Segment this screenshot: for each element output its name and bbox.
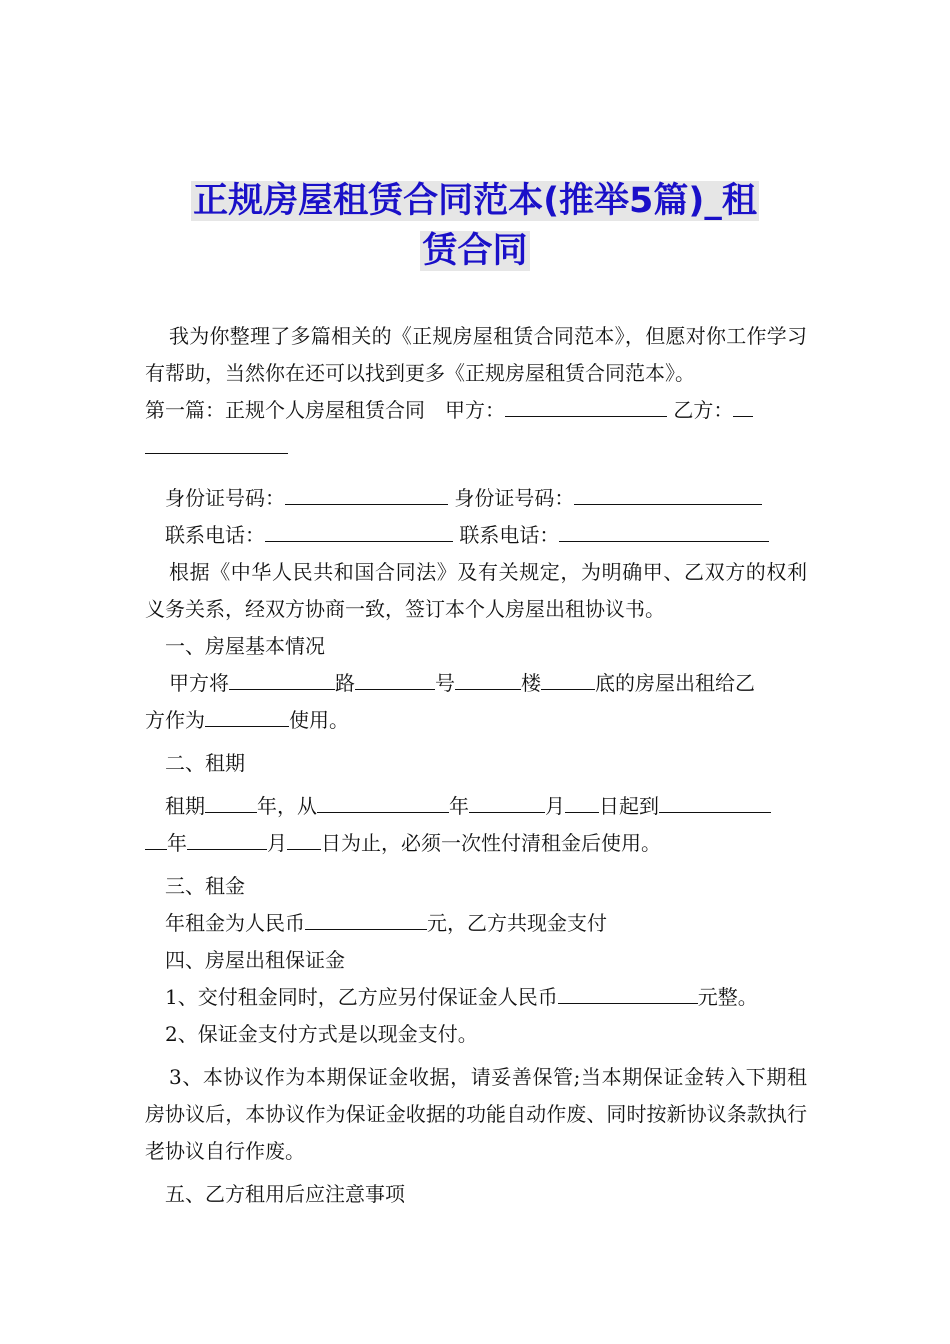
term-text-g: 月 bbox=[267, 831, 287, 855]
section-4-heading: 四、房屋出租保证金 bbox=[165, 948, 345, 972]
rent-amount-blank bbox=[305, 909, 427, 930]
term-line-1 bbox=[145, 788, 807, 825]
section-1-heading: 一、房屋基本情况 bbox=[165, 634, 325, 658]
term-text-c: 年 bbox=[449, 794, 469, 818]
section-5-heading: 五、乙方租用后应注意事项 bbox=[165, 1182, 405, 1206]
term-text-h: 日为止，必须一次性付清租金后使用。 bbox=[321, 831, 661, 855]
house-text-c: 号 bbox=[435, 671, 455, 695]
building-blank bbox=[455, 669, 521, 690]
house-text-e: 底的房屋出租给乙 bbox=[595, 671, 755, 695]
deposit-amount-blank bbox=[558, 983, 698, 1004]
house-text-g: 使用。 bbox=[289, 708, 349, 732]
house-text-d: 楼 bbox=[521, 671, 541, 695]
id-a-blank bbox=[285, 484, 448, 505]
party-a-blank bbox=[505, 396, 667, 417]
phone-a-blank bbox=[265, 521, 453, 542]
rent-text-b: 元，乙方共现金支付 bbox=[427, 911, 607, 935]
id-b-blank bbox=[574, 484, 762, 505]
first-article-line bbox=[145, 392, 807, 429]
title-line-2: 赁合同 bbox=[422, 231, 528, 271]
start-month-blank bbox=[469, 792, 545, 813]
house-line-1 bbox=[145, 665, 807, 702]
document-title bbox=[145, 176, 805, 276]
phone-label-b: 联系电话： bbox=[459, 523, 560, 547]
party-b-blank bbox=[733, 396, 753, 417]
basis-paragraph: 根据《中华人民共和国合同法》及有关规定，为明确甲、乙双方的权利义务关系，经双方协商一致，签订本个人房屋出租协议书。 bbox=[145, 560, 807, 621]
party-b-continued-line bbox=[145, 429, 807, 466]
rent-text-a: 年租金为人民币 bbox=[165, 911, 305, 935]
document-body bbox=[145, 318, 807, 1213]
phone-line bbox=[145, 517, 807, 554]
house-line-2 bbox=[145, 702, 807, 739]
first-article-label: 第一篇：正规个人房屋租赁合同 甲方： bbox=[145, 398, 505, 422]
party-b-label: 乙方： bbox=[673, 398, 734, 422]
usage-blank bbox=[205, 706, 289, 727]
intro-paragraph: 我为你整理了多篇相关的《正规房屋租赁合同范本》，但愿对你工作学习有帮助，当然你在还可以找到更多《正规房屋租赁合同范本》。 bbox=[145, 324, 807, 385]
end-year-blank bbox=[659, 792, 771, 813]
end-year-blank-cont bbox=[145, 829, 167, 850]
deposit-1-text-a: 1、交付租金同时，乙方应另付保证金人民币 bbox=[165, 985, 558, 1009]
end-day-blank bbox=[287, 829, 321, 850]
id-number-line bbox=[145, 480, 807, 517]
term-text-f: 年 bbox=[167, 831, 187, 855]
id-label-b: 身份证号码： bbox=[454, 486, 575, 510]
title-line-1: 正规房屋租赁合同范本(推举5篇)_租 bbox=[193, 181, 757, 221]
term-line-2 bbox=[145, 825, 807, 862]
number-blank bbox=[355, 669, 435, 690]
term-years-blank bbox=[205, 792, 257, 813]
start-day-blank bbox=[565, 792, 599, 813]
phone-label-a: 联系电话： bbox=[165, 523, 265, 547]
deposit-item-1 bbox=[145, 979, 807, 1016]
house-text-b: 路 bbox=[335, 671, 355, 695]
start-year-blank bbox=[317, 792, 449, 813]
floor-blank bbox=[541, 669, 595, 690]
end-month-blank bbox=[187, 829, 267, 850]
id-label-a: 身份证号码： bbox=[165, 486, 285, 510]
term-text-a: 租期 bbox=[165, 794, 205, 818]
house-text-a: 甲方将 bbox=[169, 671, 229, 695]
phone-b-blank bbox=[559, 521, 769, 542]
deposit-item-2: 2、保证金支付方式是以现金支付。 bbox=[165, 1022, 478, 1046]
term-text-e: 日起到 bbox=[599, 794, 659, 818]
house-text-f: 方作为 bbox=[145, 708, 205, 732]
party-b-blank-cont bbox=[145, 433, 288, 454]
rent-line bbox=[145, 905, 807, 942]
term-text-d: 月 bbox=[545, 794, 565, 818]
section-2-heading: 二、租期 bbox=[165, 751, 245, 775]
road-blank bbox=[229, 669, 335, 690]
deposit-1-text-b: 元整。 bbox=[697, 985, 758, 1009]
deposit-item-3: 3、本协议作为本期保证金收据，请妥善保管;当本期保证金转入下期租房协议后，本协议作为保证金收据的功能自动作废、同时按新协议条款执行老协议自行作废。 bbox=[145, 1065, 807, 1163]
term-text-b: 年，从 bbox=[257, 794, 317, 818]
section-3-heading: 三、租金 bbox=[165, 874, 245, 898]
